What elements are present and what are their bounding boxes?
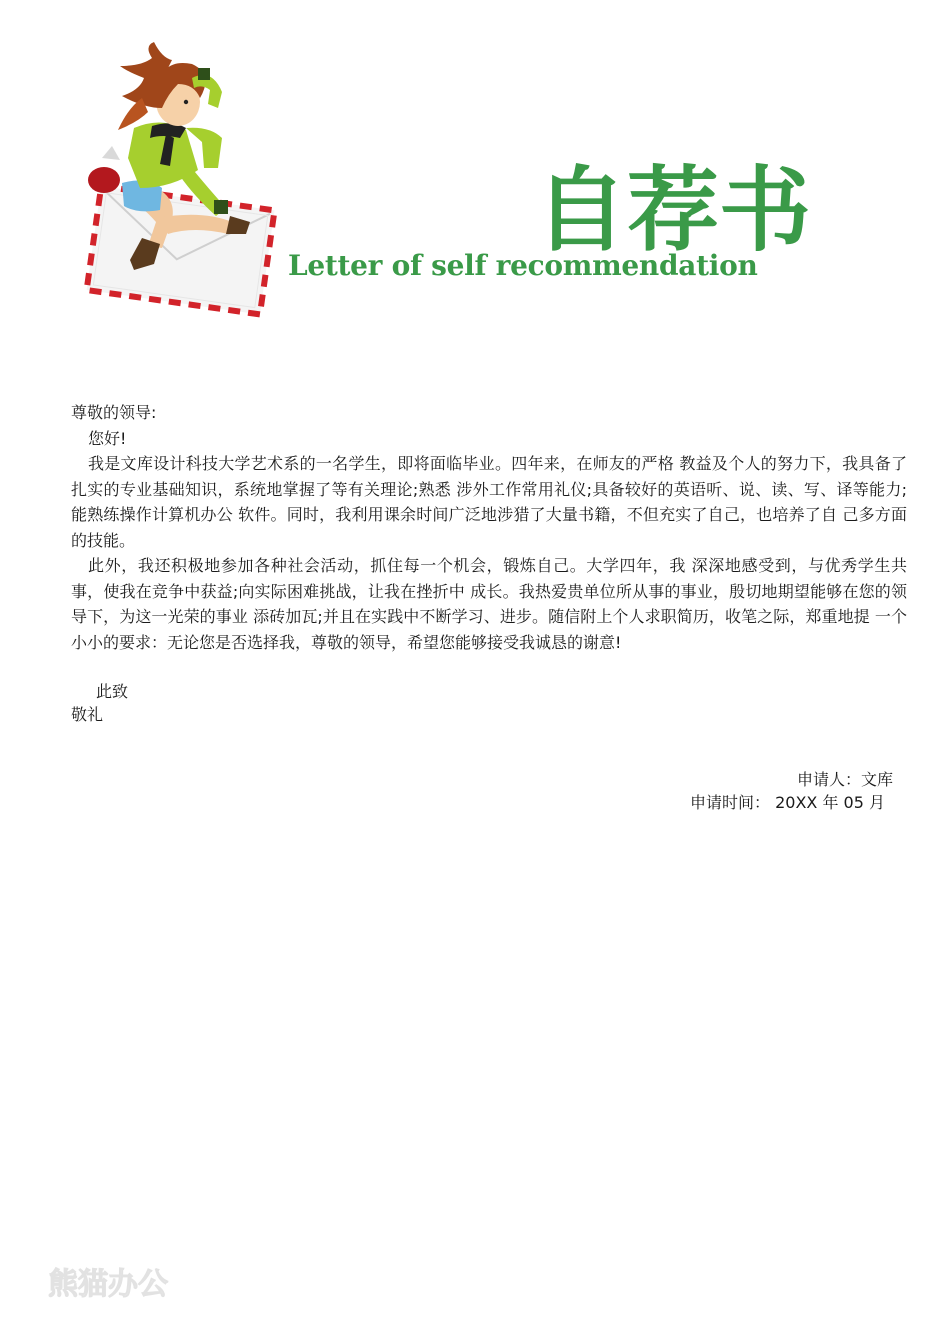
closing-line-2: 敬礼 (71, 705, 104, 724)
watermark-logo-icon (48, 1260, 168, 1312)
applicant-name: 申请人：文库 (796, 770, 893, 789)
title-chinese-text: 自荐书 (535, 156, 812, 264)
letter-body (71, 400, 907, 655)
girl-envelope-illustration (82, 38, 282, 320)
application-date: 申请时间： 20XX 年 05 月 (690, 793, 885, 812)
closing-line-1: 此致 (96, 682, 129, 701)
watermark-text: 熊猫办公 (48, 1267, 168, 1302)
signature-block (690, 768, 893, 814)
title-english: Letter of self recommendation (288, 249, 758, 282)
salutation: 尊敬的领导: (71, 403, 157, 422)
paragraph-1: 我是文库设计科技大学艺术系的一名学生，即将面临毕业。四年来，在师友的严格 教益及个人的努力下，我具备了扎实的专业基础知识，系统地掌握了等有关理论;熟悉 涉外工作常用礼仪;具备较好的英语听、说、读、写、译等能力;能熟练操作计算机办公 软件。同时，我利用课余时间广泛地涉猎了大量书籍，不但充实了自己，也培养了自 己多方面的技能。 (71, 454, 907, 550)
paragraph-2: 此外，我还积极地参加各种社会活动，抓住每一个机会，锻炼自己。大学四年，我 深深地感受到，与优秀学生共事，使我在竞争中获益;向实际困难挑战，让我在挫折中 成长。我热爱贵单位所从事的事业，殷切地期望能够在您的领导下，为这一光荣的事业 添砖加瓦;并且在实践中不断学习、进步。随信附上个人求职简历，收笔之际，郑重地提 一个小小的要求：无论您是否选择我，尊敬的领导，希望您能够接受我诚恳的谢意! (71, 556, 907, 652)
greeting: 您好! (88, 428, 127, 448)
